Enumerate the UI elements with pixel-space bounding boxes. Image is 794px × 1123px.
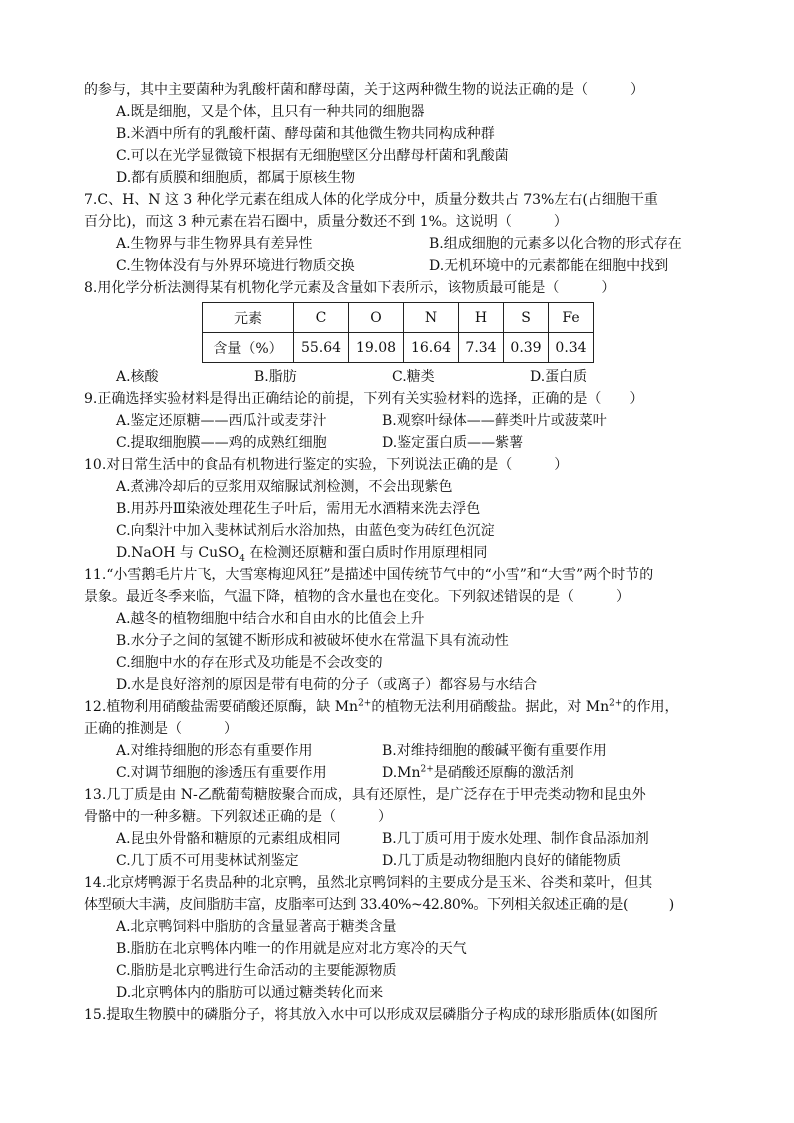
q7-options-row2 xyxy=(84,255,724,277)
q6-option-d: D.都有质膜和细胞质，都属于原核生物 xyxy=(116,170,356,186)
table-cell: 0.34 xyxy=(549,333,594,363)
q11-option-b: B.水分子之间的氢键不断形成和被破坏使水在常温下具有流动性 xyxy=(116,633,509,649)
element-content-table xyxy=(202,302,594,363)
mn-charge-superscript: 2+ xyxy=(420,764,434,775)
q11-stem-line1: 11.“小雪鹅毛片片飞，大雪寒梅迎风狂”是描述中国传统节气中的“小雪”和“大雪”两个时节的 xyxy=(84,567,654,583)
q13-option-d: D.几丁质是动物细胞内良好的储能物质 xyxy=(382,853,622,869)
q7-option-b: B.组成细胞的元素多以化合物的形式存在 xyxy=(429,236,682,252)
q11-option-d: D.水是良好溶剂的原因是带有电荷的分子（或离子）都容易与水结合 xyxy=(116,677,538,693)
q10-option-a: A.煮沸冷却后的豆浆用双缩脲试剂检测，不会出现紫色 xyxy=(116,479,453,495)
q12-option-d-part1: D.Mn xyxy=(382,765,421,781)
q6-option-a: A.既是细胞，又是个体，且只有一种共同的细胞器 xyxy=(116,104,425,120)
q13-stem-line2: 骨骼中的一种多糖。下列叙述正确的是（ ） xyxy=(84,809,392,825)
q11-option-c: C.细胞中水的存在形式及功能是不会改变的 xyxy=(116,655,383,671)
table-cell: Fe xyxy=(549,303,594,333)
mn-charge-superscript: 2+ xyxy=(358,698,372,709)
q12-stem-line1 xyxy=(84,696,724,718)
q9-option-a: A.鉴定还原糖——西瓜汁或麦芽汁 xyxy=(116,413,327,429)
q13-option-a: A.昆虫外骨骼和糖原的元素组成相同 xyxy=(116,831,341,847)
q7-option-a: A.生物界与非生物界具有差异性 xyxy=(116,236,313,252)
table-cell: C xyxy=(294,303,349,333)
q10-option-c: C.向梨汁中加入斐林试剂后水浴加热，由蓝色变为砖红色沉淀 xyxy=(116,523,495,539)
q12-options-row1 xyxy=(84,740,724,762)
table-cell: 19.08 xyxy=(349,333,404,363)
q11-option-a: A.越冬的植物细胞中结合水和自由水的比值会上升 xyxy=(116,611,425,627)
q12-option-c: C.对调节细胞的渗透压有重要作用 xyxy=(116,765,327,781)
q14-option-c: C.脂肪是北京鸭进行生命活动的主要能源物质 xyxy=(116,963,397,979)
q8-option-c: C.糖类 xyxy=(392,369,435,385)
q8-stem: 8.用化学分析法测得某有机物化学元素及含量如下表所示，该物质最可能是（ ） xyxy=(84,280,616,296)
q8-options xyxy=(84,366,724,388)
q9-options-row1 xyxy=(84,410,724,432)
q12-options-row2 xyxy=(84,762,724,784)
q10-option-d-subscript: 4 xyxy=(239,553,245,564)
table-row-values xyxy=(203,333,594,363)
q12-stem-part2: 的植物无法利用硝酸盐。据此，对 Mn xyxy=(371,699,610,715)
q14-stem-line2: 体型硕大丰满，皮间脂肪丰富，皮脂率可达到 33.40%~42.80%。下列相关叙述正确的是( ) xyxy=(84,897,674,913)
q12-option-d-part2: 是硝酸还原酶的激活剂 xyxy=(433,765,574,781)
q10-option-d-part2: 在检测还原糖和蛋白质时作用原理相同 xyxy=(244,545,488,561)
table-cell: 7.34 xyxy=(459,333,504,363)
q9-option-c: C.提取细胞膜——鸡的成熟红细胞 xyxy=(116,435,327,451)
q13-options-row1 xyxy=(84,828,724,850)
table-cell: 0.39 xyxy=(504,333,549,363)
q14-option-d: D.北京鸭体内的脂肪可以通过糖类转化而来 xyxy=(116,985,384,1001)
table-cell: 55.64 xyxy=(294,333,349,363)
table-cell: 16.64 xyxy=(404,333,459,363)
q10-stem: 10.对日常生活中的食品有机物进行鉴定的实验，下列说法正确的是（ ） xyxy=(84,457,569,473)
table-header-content: 含量（%） xyxy=(203,333,294,363)
q10-option-d-part1: D.NaOH 与 CuSO xyxy=(116,545,240,561)
q10-option-d xyxy=(84,542,724,564)
q7-option-d: D.无机环境中的元素都能在细胞中找到 xyxy=(429,258,669,274)
q7-option-c: C.生物体没有与外界环境进行物质交换 xyxy=(116,258,355,274)
q12-option-b: B.对维持细胞的酸碱平衡有重要作用 xyxy=(382,743,607,759)
table-cell: S xyxy=(504,303,549,333)
q9-options-row2 xyxy=(84,432,724,454)
q12-option-d xyxy=(382,762,574,784)
mn-charge-superscript: 2+ xyxy=(609,698,623,709)
q14-option-a: A.北京鸭饲料中脂肪的含量显著高于糖类含量 xyxy=(116,919,397,935)
q14-option-b: B.脂肪在北京鸭体内唯一的作用就是应对北方寒冷的天气 xyxy=(116,941,467,957)
table-cell: H xyxy=(459,303,504,333)
q7-options-row1 xyxy=(84,233,724,255)
table-header-element: 元素 xyxy=(203,303,294,333)
q10-option-b: B.用苏丹Ⅲ染液处理花生子叶后，需用无水酒精来洗去浮色 xyxy=(116,501,481,517)
q8-option-a: A.核酸 xyxy=(116,369,159,385)
q12-stem-part3: 的作用， xyxy=(622,699,679,715)
q7-stem-line2: 百分比)，而这 3 种元素在岩石圈中，质量分数还不到 1%。这说明（ ） xyxy=(84,214,568,230)
q9-stem: 9.正确选择实验材料是得出正确结论的前提，下列有关实验材料的选择，正确的是（ ） xyxy=(84,391,644,407)
q13-option-c: C.几丁质不可用斐林试剂鉴定 xyxy=(116,853,299,869)
table-row-elements xyxy=(203,303,594,333)
q12-stem-part1: 12.植物利用硝酸盐需要硝酸还原酶，缺 Mn xyxy=(84,699,359,715)
q12-stem-line2: 正确的推测是（ ） xyxy=(84,721,238,737)
table-cell: O xyxy=(349,303,404,333)
q14-stem-line1: 14.北京烤鸭源于名贵品种的北京鸭，虽然北京鸭饲料的主要成分是玉米、谷类和菜叶，但其 xyxy=(84,875,653,891)
q12-option-a: A.对维持细胞的形态有重要作用 xyxy=(116,743,313,759)
q13-options-row2 xyxy=(84,850,724,872)
q6-stem: 的参与，其中主要菌种为乳酸杆菌和酵母菌，关于这两种微生物的说法正确的是（ ） xyxy=(84,82,644,98)
exam-page xyxy=(84,79,724,1026)
q11-stem-line2: 景象。最近冬季来临，气温下降，植物的含水量也在变化。下列叙述错误的是（ ） xyxy=(84,589,630,605)
q13-option-b: B.几丁质可用于废水处理、制作食品添加剂 xyxy=(382,831,649,847)
q8-option-b: B.脂肪 xyxy=(254,369,297,385)
table-cell: N xyxy=(404,303,459,333)
q7-stem-line1: 7.C、H、N 这 3 种化学元素在组成人体的化学成分中，质量分数共占 73%左右(占细胞干重 xyxy=(84,192,658,208)
q6-option-c: C.可以在光学显微镜下根据有无细胞壁区分出酵母杆菌和乳酸菌 xyxy=(116,148,509,164)
q6-option-b: B.米酒中所有的乳酸杆菌、酵母菌和其他微生物共同构成种群 xyxy=(116,126,495,142)
q8-option-d: D.蛋白质 xyxy=(530,369,588,385)
q13-stem-line1: 13.几丁质是由 N-乙酰葡萄糖胺聚合而成，具有还原性，是广泛存在于甲壳类动物和昆虫外 xyxy=(84,787,646,803)
q9-option-b: B.观察叶绿体——藓类叶片或菠菜叶 xyxy=(382,413,607,429)
q15-stem: 15.提取生物膜中的磷脂分子，将其放入水中可以形成双层磷脂分子构成的球形脂质体(如图所 xyxy=(84,1007,658,1023)
q9-option-d: D.鉴定蛋白质——紫薯 xyxy=(382,435,524,451)
